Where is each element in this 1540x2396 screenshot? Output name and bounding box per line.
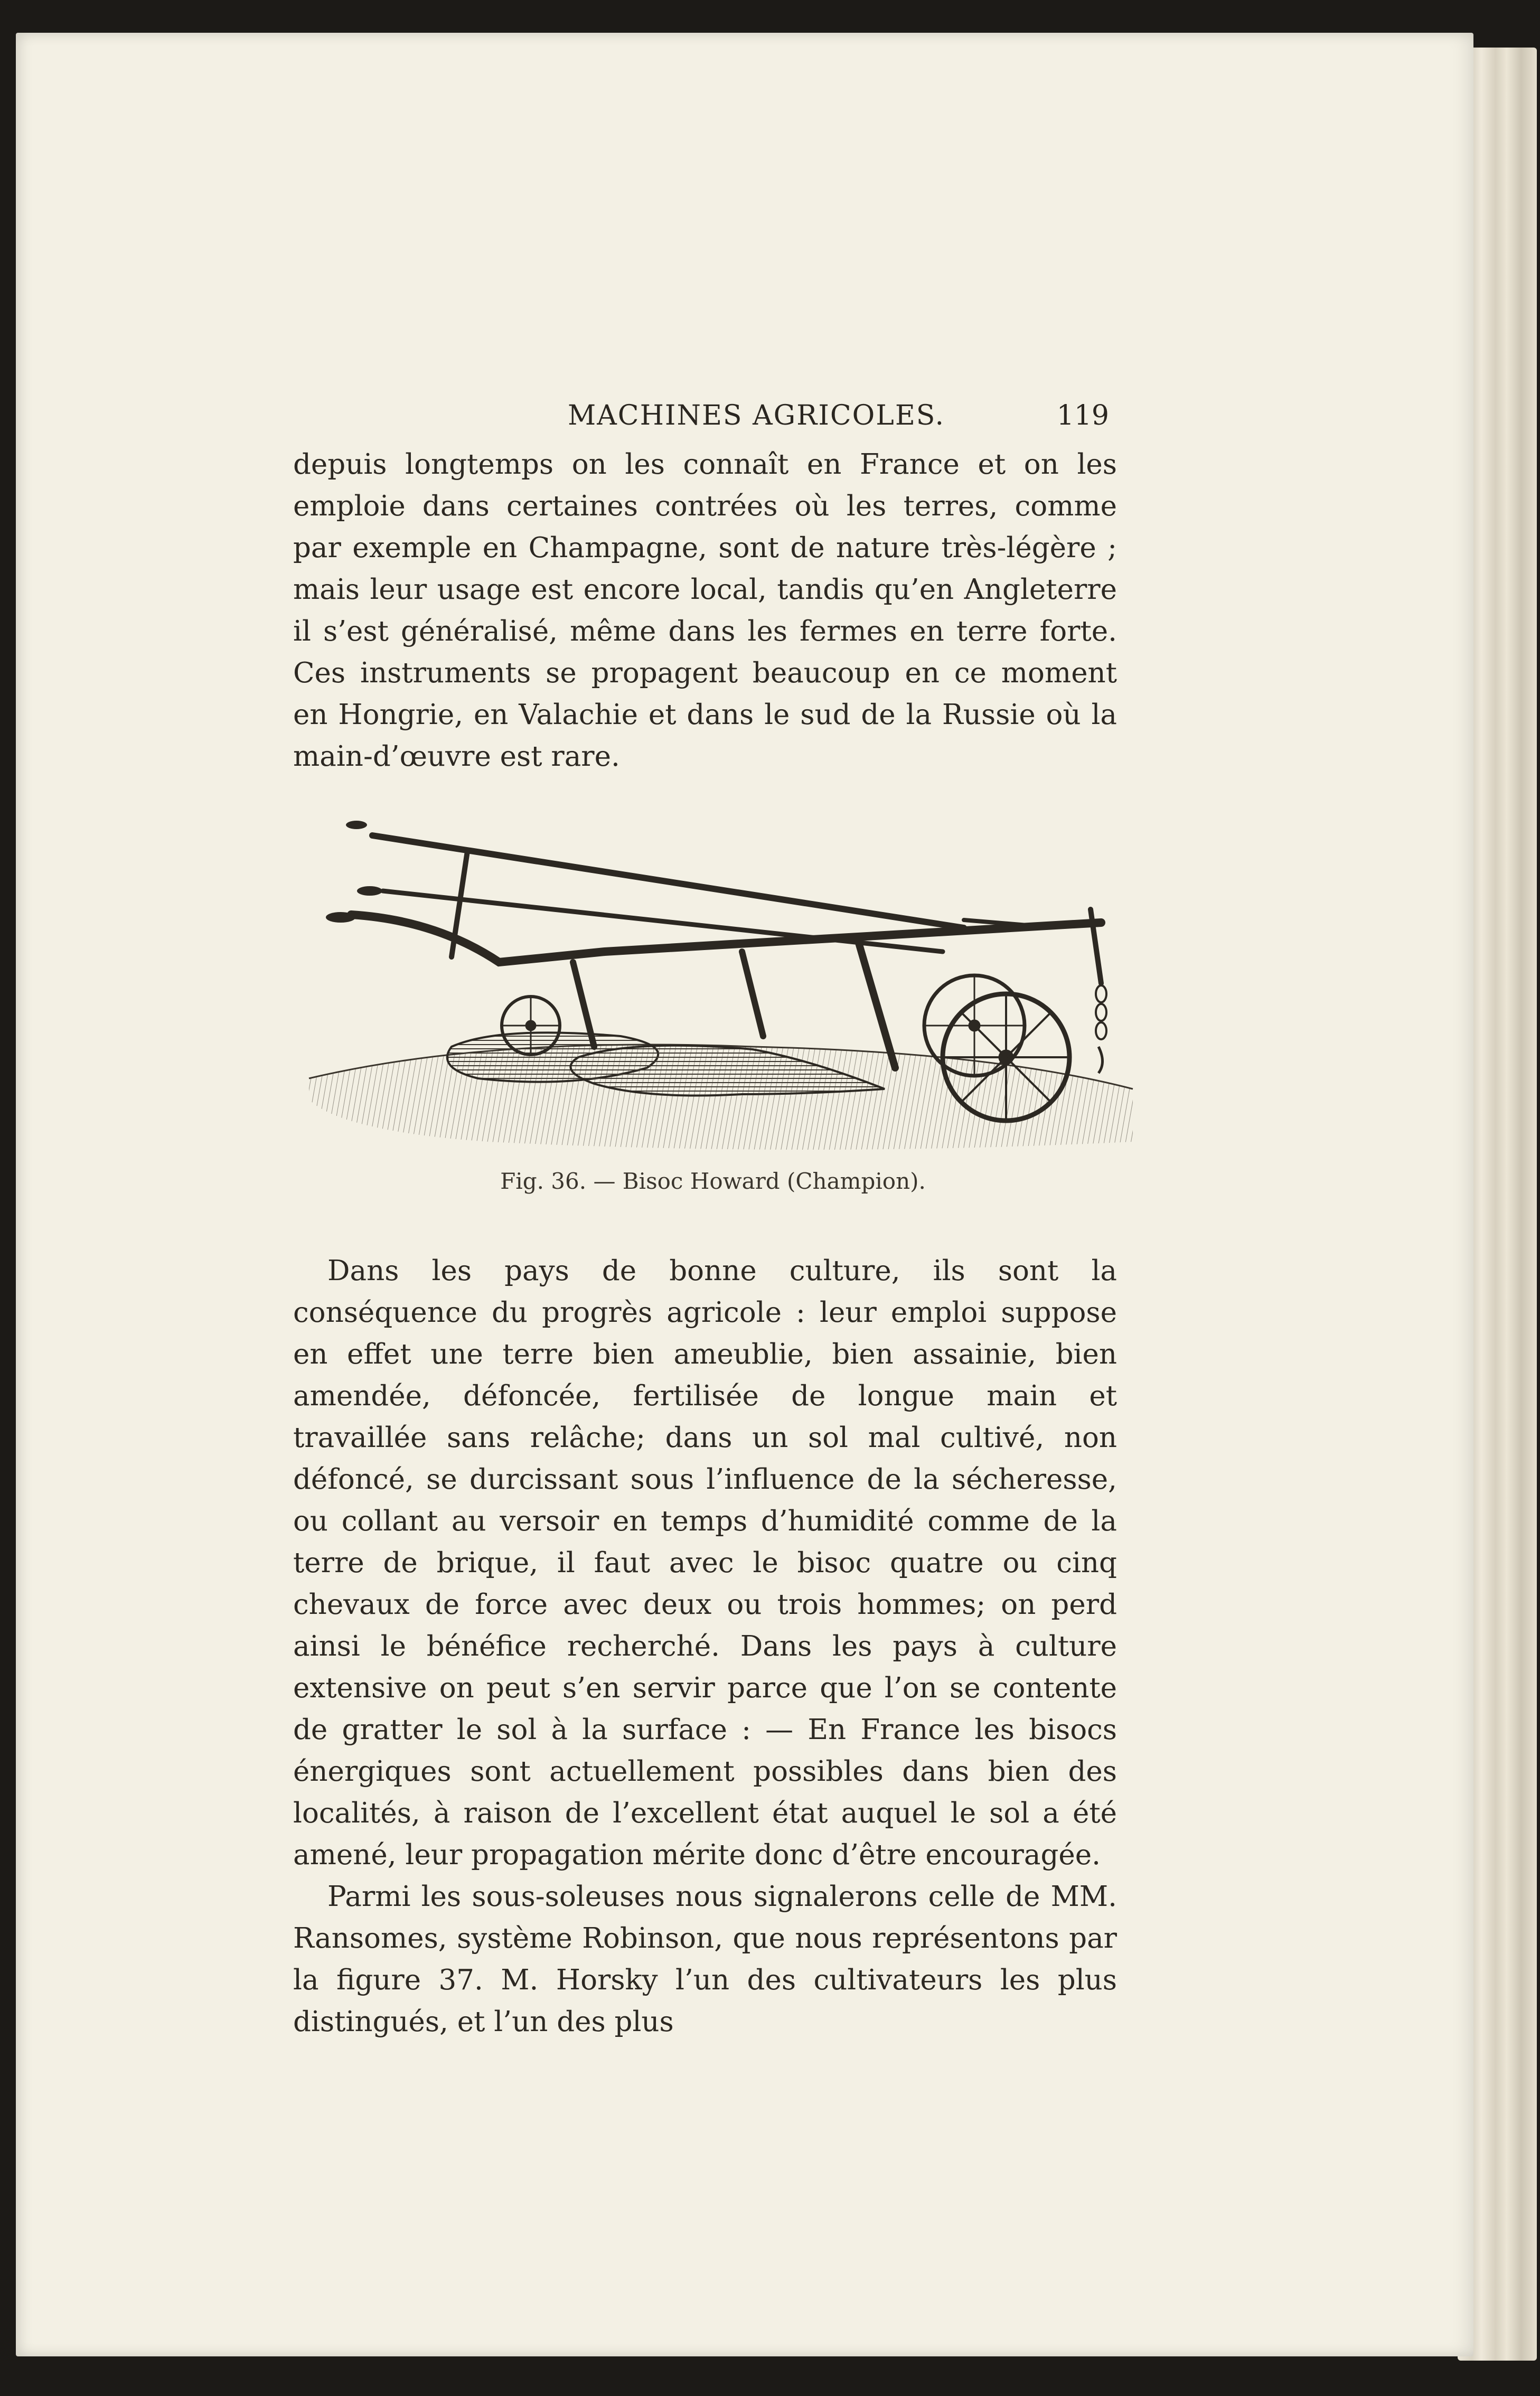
book-page <box>16 33 1473 2356</box>
text-block-top <box>293 444 1117 777</box>
hitch-chain <box>1096 985 1106 1073</box>
running-head <box>568 400 1120 437</box>
land-wheel <box>943 994 1069 1121</box>
running-title: MACHINES AGRICOLES. <box>568 400 945 431</box>
paragraph-3: Parmi les sous-soleuses nous signalerons celle de MM. Ransomes, système Robinson, que nous représentons par la figure 37. M. Horsky l’un des cultivateurs les plus distingués, et l’un des plus <box>293 1881 1117 2038</box>
furrow-wheel <box>924 975 1025 1076</box>
paragraph-2: Dans les pays de bonne culture, ils sont la conséquence du progrès agricole : leur emploi suppose en effet une terre bien ameublie, bien assainie, bien amendée, défoncée, fertilisée de longue main et travaillée sans relâche; dans un sol mal cultivé, non défoncé, se durcissant sous l’influence de la sécheresse, ou collant au versoir en temps d’humidité comme de la terre de brique, il faut avec le bisoc quatre ou cinq chevaux de force avec deux ou trois hommes; on perd ainsi le bénéfice recherché. Dans les pays à culture extensive on peut s’en servir parce que l’on se contente de gratter le sol à la surface : — En France les bisocs énergiques sont actuellement possibles dans bien des localités, à raison de l’excellent état auquel le sol a été amené, leur propagation mérite donc d’être encouragée. <box>293 1255 1117 1871</box>
text-block-bottom <box>293 1250 1117 2043</box>
plough-engraving <box>277 751 1149 1152</box>
small-wheel <box>502 997 560 1055</box>
plough-frame <box>351 835 1101 1068</box>
page-number: 119 <box>1056 400 1109 431</box>
plough-illustration <box>277 751 1149 1152</box>
figure-caption: Fig. 36. — Bisoc Howard (Champion). <box>500 1168 926 1194</box>
paragraph-1: depuis longtemps on les connaît en France et on les emploie dans certaines contrées où les terres, comme par exemple en Champagne, sont de nature très-légère ; mais leur usage est encore local, tandis qu’en Angleterre il s’est généralisé, même dans les fermes en terre forte. Ces instruments se propagent beaucoup en ce moment en Hongrie, en Valachie et dans le sud de la Russie où la main-d’œuvre est rare. <box>293 448 1117 773</box>
